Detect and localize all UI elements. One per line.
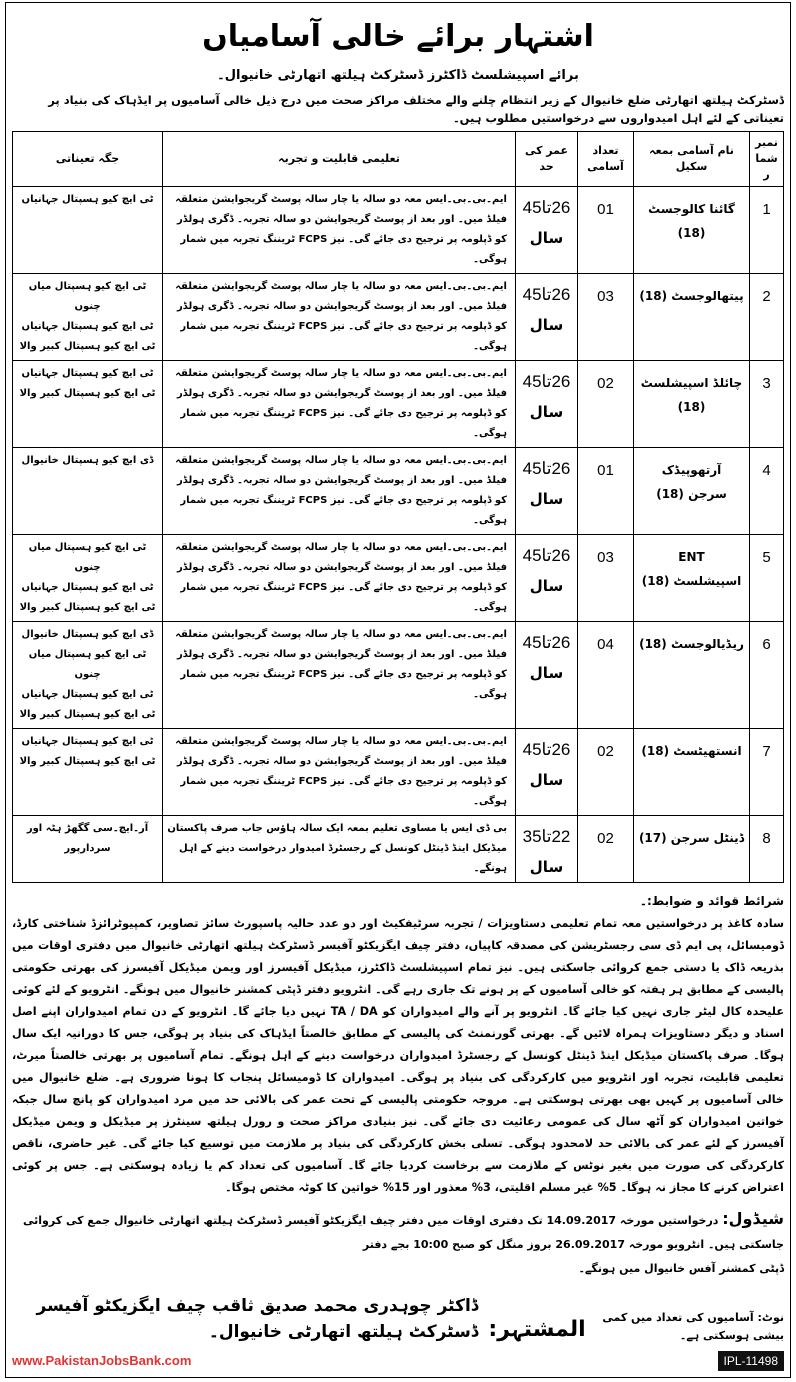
posting-cell [13, 448, 163, 535]
header-serial: نمبر شمار [750, 132, 784, 187]
rules-text: سادہ کاغذ پر درخواستیں معہ تمام تعلیمی دستاویزات / تجربہ سرٹیفکیٹ اور دو عدد حالیہ پاسپورٹ سائز تصاویر، کمپیوٹرائزڈ شناختی کارڈ، ڈومیسائل، پی ایم ڈی سی رجسٹریشن کی مصدقہ کاپیاں، دفتر چیف ایگزیکٹو آفیسر ڈسٹرکٹ ہیلتھ اتھارٹی خانیوال میں دفتری اوقات میں بذریعہ ڈاک یا دستی جمع کروائی جاسکتی ہیں۔ نیز تمام اسپیشلسٹ ڈاکٹرز، میڈیکل آفیسرز اور ویمن میڈیکل آفیسرز کی بھرتی حکومتی پالیسی کے مطابق ہر ہفتہ کو خالی آسامیوں کے پر ہونے تک جاری رہے گی۔ انٹرویو دفتر ڈپٹی کمشنر خانیوال میں ہونگے۔ انٹرویو کے لئے کوئی علیحدہ کال لیٹر جاری نہیں کیا جائے گا۔ انٹرویو پر آنے والے امیدواران کو TA / DA نہیں دیا جائے گا۔ انٹرویو کے دن تمام امیدواران اپنے اصل اسناد و دیگر دستاویزات ہمراہ لائیں گے۔ بھرتی گورنمنٹ کی پالیسی کے مطابق خالصتاً ایڈہاک کی بنیاد پر ہوگی، جس کا دورانیہ ایک سال ہوگا۔ صرف پاکستان میڈیکل اینڈ ڈینٹل کونسل کے رجسٹرڈ امیدواران درخواست دینے کے اہل ہونگے۔ تمام آسامیوں پر بھرتی خالصتاً میرٹ، تعلیمی قابلیت، تجربہ اور انٹرویو میں کارکردگی کی بنیاد پر ہوگی۔ امیدواران کا ڈومیسائل پنجاب کا ہونا ضروری ہے۔ ضلع خانیوال میں خالی آسامیوں پر کہیں بھی بھرتی ہوسکتی ہے۔ مروجہ حکومتی پالیسی کے تحت عمر کی بالائی حد میں مرد امیدواران کو پانچ سال جبکہ خواتین امیدواران کو آٹھ سال کی عمومی رعائیت دی جائے گی۔ نیز بنیادی مراکز صحت و رورل ہیلتھ سینٹرز پر میڈیکل و ویمن میڈیکل آفیسرز کے لئے عمر کی بالائی حد لامحدود ہوگی۔ تسلی بخش کارکردگی کی بنیاد پر ملازمت میں توسیع کیا جائے گی۔ غیر حاضری، ناقص کارکردگی کی صورت میں بغیر نوٹس کے ملازمت سے برخاست کردیا جائے گا۔ آسامیوں کی تعداد کم یا زیادہ ہوسکتی ہے۔ جس پر کوئی اعتراض کرنے کا مجاز نہ ہوگا۔ 5% غیر مسلم اقلیتی، 3% معذور اور 15% خواتین کا کوٹہ مختص ہوگا۔ [12, 917, 784, 1194]
post-name-line: آرتھوپیڈک [661, 463, 722, 477]
posting-line: ٹی ایچ کیو ہسپتال جہانیاں [21, 736, 154, 747]
serial-cell: 8 [750, 816, 784, 883]
posting-cell [13, 274, 163, 361]
watermark: www.PakistanJobsBank.com [12, 1353, 192, 1368]
post-name-line: سرجن (18) [656, 487, 727, 501]
post-name-line: ریڈیالوجسٹ (18) [639, 637, 744, 651]
serial-cell: 2 [750, 274, 784, 361]
posting-cell [13, 361, 163, 448]
posting-line: ٹی ایچ کیو ہسپتال میاں چنوں [28, 542, 147, 573]
bottom-row [12, 1351, 784, 1371]
post-name-cell [634, 816, 750, 883]
note: نوٹ: آسامیوں کی تعداد میں کمی بیشی ہوسکتی ہے۔ [602, 1311, 784, 1342]
table-header-row [13, 132, 784, 187]
schedule [12, 1207, 784, 1281]
age-unit: سال [529, 490, 564, 508]
posting-line: ٹی ایچ کیو ہسپتال کبیر والا [19, 602, 156, 613]
qualification-cell: ایم۔بی۔بی۔ایس معہ دو سالہ یا چار سالہ پوسٹ گریجوایشن متعلقہ فیلڈ میں۔ اور بعد از پوسٹ گریجوایشن دو سالہ تجربہ۔ ڈگری ہولڈر کو ڈپلومہ پر ترجیح دی جائے گی۔ نیز FCPS ٹریننگ تجربہ میں شمار ہوگی۔ [163, 361, 516, 448]
table-row [13, 361, 784, 448]
age-range: 26تا45 [522, 285, 571, 304]
posting-line: ڈی ایچ کیو ہسپتال خانیوال [21, 455, 154, 466]
ad-title: اشتہار برائے خالی آسامیاں [202, 19, 594, 54]
table-row [13, 622, 784, 729]
schedule-line-1: درخواستیں مورخہ 14.09.2017 تک دفتری اوقات میں دفتر چیف ایگزیکٹو آفیسر ڈسٹرکٹ ہیلتھ اتھارٹی خانیوال جمع کی کروائی جاسکتی ہیں۔ انٹرویو مورخہ 26.09.2017 بروز منگل کو صبح 10:00 بجے دفتر [23, 1214, 784, 1251]
posting-line: ٹی ایچ کیو ہسپتال کبیر والا [19, 756, 156, 767]
count-cell: 01 [578, 187, 634, 274]
age-unit: سال [529, 577, 564, 595]
qualification-cell: ایم۔بی۔بی۔ایس معہ دو سالہ یا چار سالہ پوسٹ گریجوایشن متعلقہ فیلڈ میں۔ اور بعد از پوسٹ گریجوایشن دو سالہ تجربہ۔ ڈگری ہولڈر کو ڈپلومہ پر ترجیح دی جائے گی۔ نیز FCPS ٹریننگ تجربہ میں شمار ہوگی۔ [163, 274, 516, 361]
qualification-cell: ایم۔بی۔بی۔ایس معہ دو سالہ یا چار سالہ پوسٹ گریجوایشن متعلقہ فیلڈ میں۔ اور بعد از پوسٹ گریجوایشن دو سالہ تجربہ۔ ڈگری ہولڈر کو ڈپلومہ پر ترجیح دی جائے گی۔ نیز FCPS ٹریننگ تجربہ میں شمار ہوگی۔ [163, 535, 516, 622]
posting-cell [13, 816, 163, 883]
age-range: 26تا45 [522, 372, 571, 391]
footer [12, 1293, 784, 1345]
post-name-line: گائنا کالوجسٹ (18) [648, 202, 735, 240]
count-cell: 03 [578, 535, 634, 622]
ad-intro: ڈسٹرکٹ ہیلتھ اتھارٹی ضلع خانیوال کے زیر انتظام چلنے والے مختلف مراکز صحت میں درج ذیل خالی آسامیوں پر ایڈہاک کی بنیاد پر تعیناتی کے لئے اہل امیدواروں سے درخواستیں مطلوب ہیں۔ [48, 93, 784, 125]
posting-cell [13, 187, 163, 274]
posting-line: ڈی ایچ کیو ہسپتال خانیوال [21, 629, 154, 640]
posting-line: ٹی ایچ کیو ہسپتال کبیر والا [19, 341, 156, 352]
age-cell [516, 187, 578, 274]
table-row [13, 816, 784, 883]
age-unit: سال [529, 316, 564, 334]
ad-subtitle: برائے اسپیشلسٹ ڈاکٹرز ڈسٹرکٹ ہیلتھ اتھارٹی خانیوال۔ [217, 68, 579, 83]
posting-cell [13, 622, 163, 729]
posting-line: ٹی ایچ کیو ہسپتال میاں چنوں [28, 649, 147, 680]
posting-line: ٹی ایچ کیو ہسپتال کبیر والا [19, 388, 156, 399]
post-name-cell [634, 448, 750, 535]
header-qualification: تعلیمی قابلیت و تجربہ [163, 132, 516, 187]
age-unit: سال [529, 664, 564, 682]
posting-line: آر۔ایچ۔سی گگھڑ ہٹہ اور سردارپور [26, 823, 149, 854]
ipl-code-badge: IPL-11498 [718, 1351, 785, 1371]
post-name-cell [634, 187, 750, 274]
age-range: 26تا45 [522, 459, 571, 478]
table-row [13, 729, 784, 816]
posting-line: ٹی ایچ کیو ہسپتال جہانیاں [21, 689, 154, 700]
table-row [13, 274, 784, 361]
post-name-line: چائلڈ اسپیشلسٹ (18) [640, 376, 743, 414]
rules-title: شرائط قوائد و ضوابط:۔ [639, 894, 784, 908]
qualification-cell: ایم۔بی۔بی۔ایس معہ دو سالہ یا چار سالہ پوسٹ گریجوایشن متعلقہ فیلڈ میں۔ اور بعد از پوسٹ گریجوایشن دو سالہ تجربہ۔ ڈگری ہولڈر کو ڈپلومہ پر ترجیح دی جائے گی۔ نیز FCPS ٹریننگ تجربہ میں شمار ہوگی۔ [163, 187, 516, 274]
advertiser-label: المشتہر: [488, 1317, 586, 1342]
qualification-cell: ایم۔بی۔بی۔ایس معہ دو سالہ یا چار سالہ پوسٹ گریجوایشن متعلقہ فیلڈ میں۔ اور بعد از پوسٹ گریجوایشن دو سالہ تجربہ۔ ڈگری ہولڈر کو ڈپلومہ پر ترجیح دی جائے گی۔ نیز FCPS ٹریننگ تجربہ میں شمار ہوگی۔ [163, 448, 516, 535]
post-name-cell [634, 535, 750, 622]
age-range: 26تا45 [522, 633, 571, 652]
post-name-line: ENT [678, 550, 705, 564]
posting-line: ٹی ایچ کیو ہسپتال جہانیاں [21, 582, 154, 593]
age-range: 26تا45 [522, 740, 571, 759]
posting-cell [13, 535, 163, 622]
header-post-name: نام آسامی بمعہ سکیل [634, 132, 750, 187]
post-name-cell [634, 274, 750, 361]
serial-cell: 6 [750, 622, 784, 729]
age-cell [516, 816, 578, 883]
table-row [13, 448, 784, 535]
age-unit: سال [529, 229, 564, 247]
post-name-cell [634, 729, 750, 816]
header-posting: جگہ تعیناتی [13, 132, 163, 187]
table-row [13, 187, 784, 274]
table-row [13, 535, 784, 622]
serial-cell: 1 [750, 187, 784, 274]
age-unit: سال [529, 858, 564, 876]
qualification-cell: ایم۔بی۔بی۔ایس معہ دو سالہ یا چار سالہ پوسٹ گریجوایشن متعلقہ فیلڈ میں۔ اور بعد از پوسٹ گریجوایشن دو سالہ تجربہ۔ ڈگری ہولڈر کو ڈپلومہ پر ترجیح دی جائے گی۔ نیز FCPS ٹریننگ تجربہ میں شمار ہوگی۔ [163, 729, 516, 816]
post-name-cell [634, 361, 750, 448]
count-cell: 02 [578, 729, 634, 816]
count-cell: 02 [578, 816, 634, 883]
post-name-line: اسپیشلسٹ (18) [641, 574, 742, 588]
posting-line: ٹی ایچ کیو ہسپتال جہانیاں [21, 194, 154, 205]
count-cell: 04 [578, 622, 634, 729]
post-name-line: ڈینٹل سرجن (17) [638, 831, 745, 845]
age-range: 22تا35 [522, 827, 571, 846]
age-cell [516, 535, 578, 622]
advertiser: ڈاکٹر چوہدری محمد صدیق ثاقب چیف ایگزیکٹو آفیسر ڈسٹرکٹ ہیلتھ اتھارٹی خانیوال۔ [36, 1296, 479, 1342]
qualification-cell: ایم۔بی۔بی۔ایس معہ دو سالہ یا چار سالہ پوسٹ گریجوایشن متعلقہ فیلڈ میں۔ اور بعد از پوسٹ گریجوایشن دو سالہ تجربہ۔ ڈگری ہولڈر کو ڈپلومہ پر ترجیح دی جائے گی۔ نیز FCPS ٹریننگ تجربہ میں شمار ہوگی۔ [163, 622, 516, 729]
header-count: تعداد آسامی [578, 132, 634, 187]
post-name-line: پیتھالوجسٹ (18) [639, 289, 744, 303]
posting-line: ٹی ایچ کیو ہسپتال جہانیاں [21, 368, 154, 379]
age-cell [516, 361, 578, 448]
header-age: عمر کی حد [516, 132, 578, 187]
ad-border [5, 2, 791, 1378]
schedule-label: شیڈول: [722, 1209, 784, 1228]
count-cell: 01 [578, 448, 634, 535]
posting-line: ٹی ایچ کیو ہسپتال میاں چنوں [28, 281, 147, 312]
serial-cell: 4 [750, 448, 784, 535]
posting-cell [13, 729, 163, 816]
age-range: 26تا45 [522, 198, 571, 217]
count-cell: 03 [578, 274, 634, 361]
age-cell [516, 274, 578, 361]
age-unit: سال [529, 771, 564, 789]
age-cell [516, 729, 578, 816]
post-name-cell [634, 622, 750, 729]
age-cell [516, 622, 578, 729]
posting-line: ٹی ایچ کیو ہسپتال کبیر والا [19, 709, 156, 720]
count-cell: 02 [578, 361, 634, 448]
posting-line: ٹی ایچ کیو ہسپتال جہانیاں [21, 321, 154, 332]
age-unit: سال [529, 403, 564, 421]
vacancies-table [12, 131, 784, 883]
schedule-line-2: ڈپٹی کمشنر آفس خانیوال میں ہونگے۔ [578, 1262, 784, 1275]
post-name-line: انستھیٹسٹ (18) [641, 744, 742, 758]
age-range: 26تا45 [522, 546, 571, 565]
age-cell [516, 448, 578, 535]
serial-cell: 5 [750, 535, 784, 622]
qualification-cell: بی ڈی ایس یا مساوی تعلیم بمعہ ایک سالہ ہاؤس جاب صرف پاکستان میڈیکل اینڈ ڈینٹل کونسل کے رجسٹرڈ امیدوار درخواست دینے کے اہل ہونگے۔ [163, 816, 516, 883]
serial-cell: 3 [750, 361, 784, 448]
serial-cell: 7 [750, 729, 784, 816]
